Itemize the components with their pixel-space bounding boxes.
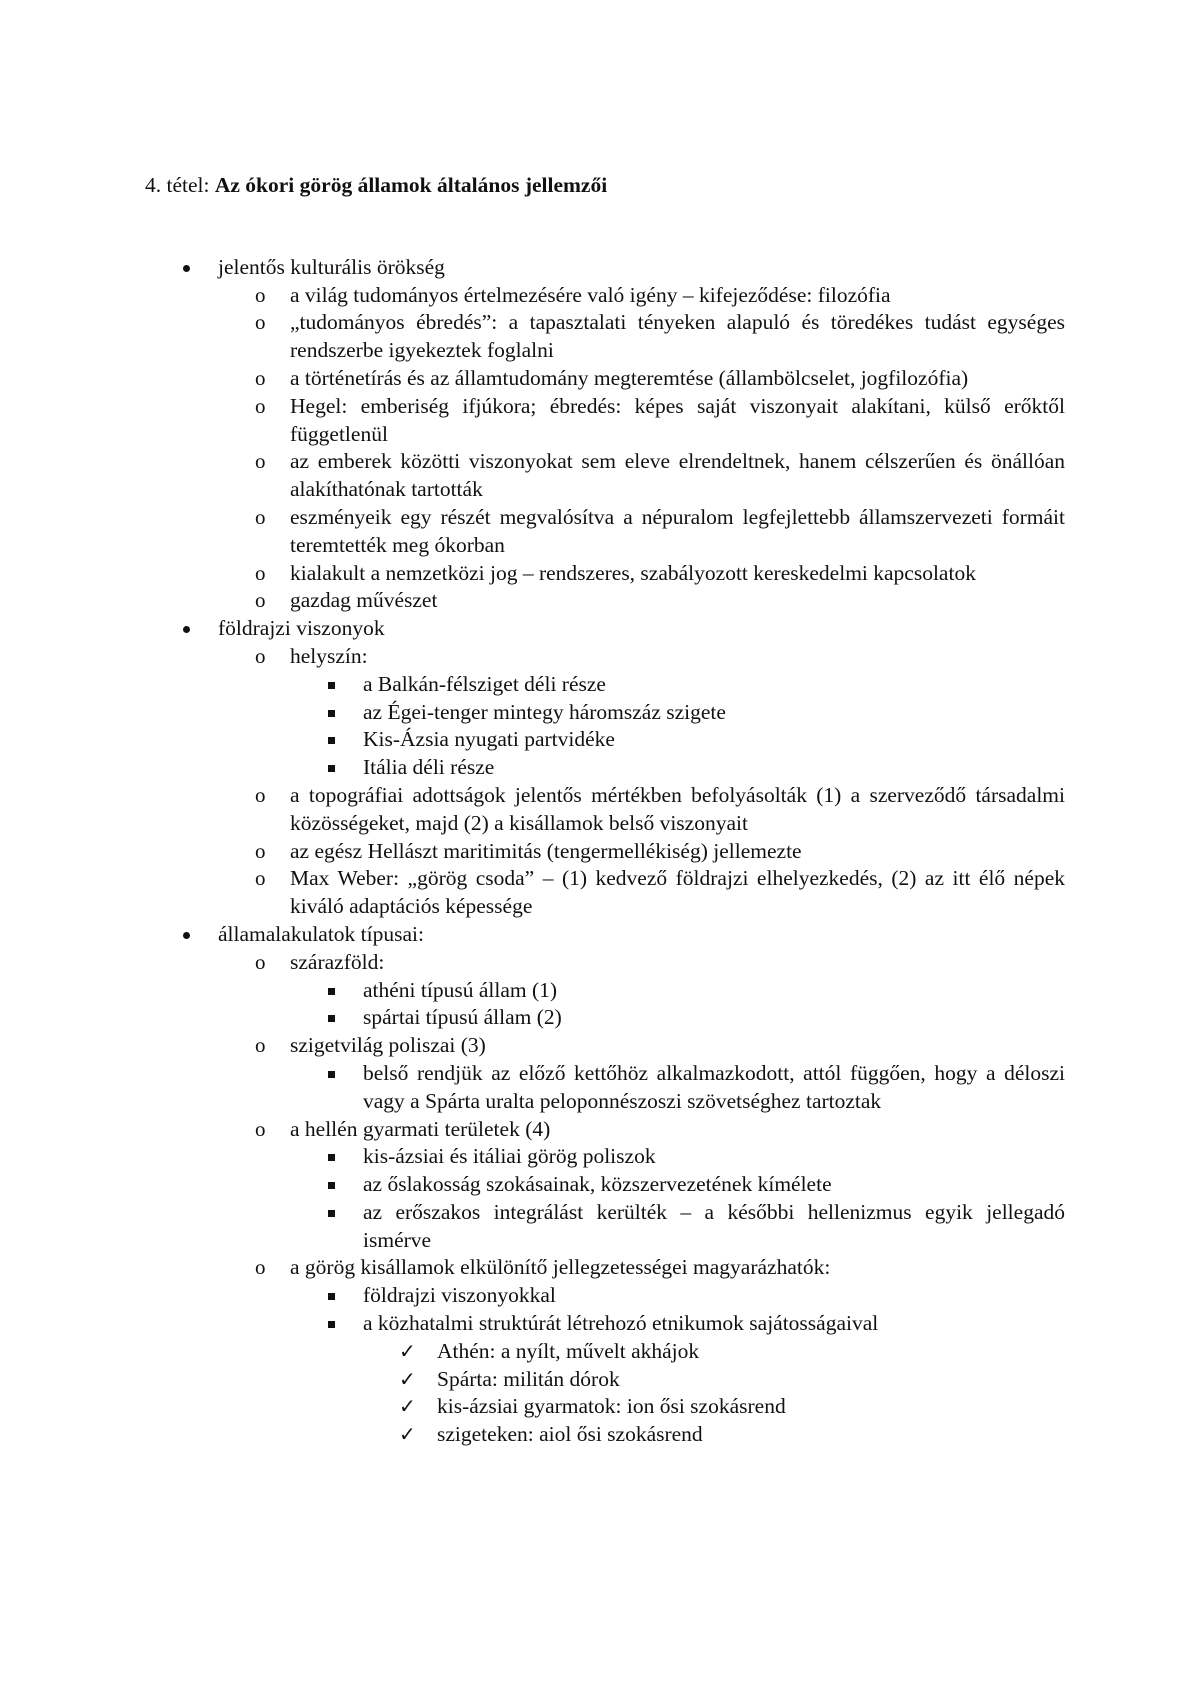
square-bullet-icon bbox=[328, 988, 335, 995]
sub-item-text: az emberek közötti viszonyokat sem eleve elrendeltnek, hanem célszerűen és önállóan alakíthatónak tartották bbox=[290, 449, 1065, 502]
detail-item-row bbox=[145, 1199, 1065, 1255]
circle-bullet-icon: o bbox=[255, 838, 266, 863]
title-main: Az ókori görög államok általános jellemzői bbox=[214, 173, 608, 197]
circle-bullet-icon: o bbox=[255, 393, 266, 418]
detail-item bbox=[145, 1171, 1065, 1199]
sub-item bbox=[145, 865, 1065, 921]
detail-item-row bbox=[145, 726, 1065, 754]
detail-item bbox=[145, 1199, 1065, 1255]
sub-item bbox=[145, 448, 1065, 504]
sub-item-row bbox=[145, 865, 1065, 921]
sub-item-text: a hellén gyarmati területek (4) bbox=[290, 1116, 551, 1141]
detail-item bbox=[145, 726, 1065, 754]
check-item-text: kis-ázsiai gyarmatok: ion ősi szokásrend bbox=[437, 1394, 786, 1419]
square-bullet-icon bbox=[328, 1015, 335, 1022]
sub-item bbox=[145, 282, 1065, 310]
sub-item-row bbox=[145, 1116, 1065, 1144]
sub-item-text: kialakult a nemzetközi jog – rendszeres, szabályozott kereskedelmi kapcsolatok bbox=[290, 560, 976, 585]
sub-item bbox=[145, 643, 1065, 671]
detail-item bbox=[145, 1060, 1065, 1116]
section-item-text: földrajzi viszonyok bbox=[218, 616, 385, 641]
check-bullet-icon: ✓ bbox=[399, 1394, 416, 1419]
square-bullet-icon bbox=[328, 737, 335, 744]
sub-item-row bbox=[145, 1254, 1065, 1282]
sub-item-row bbox=[145, 782, 1065, 838]
outline-list bbox=[145, 254, 1065, 1449]
detail-item-row bbox=[145, 754, 1065, 782]
circle-bullet-icon: o bbox=[255, 560, 266, 585]
disc-bullet-icon bbox=[183, 932, 190, 939]
sub-item-row bbox=[145, 838, 1065, 866]
check-bullet-icon: ✓ bbox=[399, 1422, 416, 1447]
sub-item-text: eszményeik egy részét megvalósítva a népuralom legfejlettebb államszervezeti formáit teremtették meg ókorban bbox=[290, 504, 1065, 557]
sub-item bbox=[145, 560, 1065, 588]
sub-item bbox=[145, 949, 1065, 977]
detail-item-row bbox=[145, 1171, 1065, 1199]
check-item-text: Athén: a nyílt, művelt akhájok bbox=[437, 1338, 700, 1363]
section-item bbox=[145, 254, 1065, 282]
check-item-row bbox=[145, 1338, 1065, 1366]
sub-item-row bbox=[145, 1032, 1065, 1060]
detail-item-row bbox=[145, 1004, 1065, 1032]
sub-item bbox=[145, 309, 1065, 365]
sub-item-text: gazdag művészet bbox=[290, 588, 438, 613]
square-bullet-icon bbox=[328, 1182, 335, 1189]
square-bullet-icon bbox=[328, 765, 335, 772]
circle-bullet-icon: o bbox=[255, 866, 266, 891]
sub-item bbox=[145, 1254, 1065, 1282]
detail-item-text: a Balkán-félsziget déli része bbox=[363, 671, 606, 696]
detail-item-row bbox=[145, 1282, 1065, 1310]
square-bullet-icon bbox=[328, 1210, 335, 1217]
detail-item-text: Kis-Ázsia nyugati partvidéke bbox=[363, 727, 615, 752]
section-item-text: jelentős kulturális örökség bbox=[218, 254, 445, 279]
square-bullet-icon bbox=[328, 1293, 335, 1300]
square-bullet-icon bbox=[328, 682, 335, 689]
detail-item-text: az erőszakos integrálást kerülték – a későbbi hellenizmus egyik jellegadó ismérve bbox=[363, 1199, 1065, 1252]
square-bullet-icon bbox=[328, 1321, 335, 1328]
sub-item-text: a topográfiai adottságok jelentős mértékben befolyásolták (1) a szerveződő társadalmi közösségeket, majd (2) a kisállamok belső viszonyait bbox=[290, 782, 1065, 835]
circle-bullet-icon: o bbox=[255, 449, 266, 474]
check-item bbox=[145, 1421, 1065, 1449]
circle-bullet-icon: o bbox=[255, 282, 266, 307]
detail-item bbox=[145, 699, 1065, 727]
sub-item bbox=[145, 1116, 1065, 1144]
detail-item-text: kis-ázsiai és itáliai görög poliszok bbox=[363, 1144, 656, 1169]
sub-item-row bbox=[145, 587, 1065, 615]
sub-item bbox=[145, 393, 1065, 449]
detail-item-row bbox=[145, 1310, 1065, 1338]
sub-item-row bbox=[145, 643, 1065, 671]
sub-item-text: helyszín: bbox=[290, 643, 368, 668]
detail-item bbox=[145, 977, 1065, 1005]
detail-item bbox=[145, 671, 1065, 699]
disc-bullet-icon bbox=[183, 265, 190, 272]
document-title bbox=[145, 172, 1065, 200]
square-bullet-icon bbox=[328, 710, 335, 717]
sub-item bbox=[145, 504, 1065, 560]
detail-item-text: az Égei-tenger mintegy háromszáz szigete bbox=[363, 699, 726, 724]
sub-item-row bbox=[145, 309, 1065, 365]
detail-item-row bbox=[145, 977, 1065, 1005]
sub-item-text: szárazföld: bbox=[290, 949, 385, 974]
circle-bullet-icon: o bbox=[255, 310, 266, 335]
sub-item-row bbox=[145, 282, 1065, 310]
circle-bullet-icon: o bbox=[255, 1255, 266, 1280]
sub-item-row bbox=[145, 365, 1065, 393]
disc-bullet-icon bbox=[183, 626, 190, 633]
sub-item bbox=[145, 1032, 1065, 1060]
section-item-row bbox=[145, 254, 1065, 282]
section-item-row bbox=[145, 921, 1065, 949]
sub-item bbox=[145, 365, 1065, 393]
circle-bullet-icon: o bbox=[255, 643, 266, 668]
check-item bbox=[145, 1393, 1065, 1421]
circle-bullet-icon: o bbox=[255, 782, 266, 807]
circle-bullet-icon: o bbox=[255, 504, 266, 529]
detail-item bbox=[145, 1004, 1065, 1032]
square-bullet-icon bbox=[328, 1154, 335, 1161]
sub-item-row bbox=[145, 393, 1065, 449]
document-page bbox=[145, 172, 1065, 1449]
check-item-row bbox=[145, 1421, 1065, 1449]
sub-item-text: a történetírás és az államtudomány megteremtése (állambölcselet, jogfilozófia) bbox=[290, 365, 969, 390]
detail-item-text: belső rendjük az előző kettőhöz alkalmazkodott, attól függően, hogy a déloszi vagy a Spárta uralta peloponnészoszi szövetséghez tartoztak bbox=[363, 1060, 1065, 1113]
sub-item-row bbox=[145, 560, 1065, 588]
detail-item-text: athéni típusú állam (1) bbox=[363, 977, 558, 1002]
section-item-row bbox=[145, 615, 1065, 643]
check-item-text: Spárta: militán dórok bbox=[437, 1366, 620, 1391]
detail-item-text: földrajzi viszonyokkal bbox=[363, 1283, 556, 1308]
detail-item-text: spártai típusú állam (2) bbox=[363, 1005, 562, 1030]
sub-item-text: szigetvilág poliszai (3) bbox=[290, 1033, 486, 1058]
check-bullet-icon: ✓ bbox=[399, 1338, 416, 1363]
detail-item bbox=[145, 754, 1065, 782]
detail-item-row bbox=[145, 699, 1065, 727]
check-item bbox=[145, 1366, 1065, 1394]
detail-item-row bbox=[145, 1143, 1065, 1171]
check-item-row bbox=[145, 1393, 1065, 1421]
sub-item bbox=[145, 838, 1065, 866]
check-bullet-icon: ✓ bbox=[399, 1366, 416, 1391]
detail-item bbox=[145, 1282, 1065, 1310]
circle-bullet-icon: o bbox=[255, 1116, 266, 1141]
check-item-text: szigeteken: aiol ősi szokásrend bbox=[437, 1422, 703, 1447]
square-bullet-icon bbox=[328, 1071, 335, 1078]
detail-item-row bbox=[145, 1060, 1065, 1116]
sub-item-text: a világ tudományos értelmezésére való igény – kifejeződése: filozófia bbox=[290, 282, 891, 307]
sub-item-row bbox=[145, 504, 1065, 560]
section-item bbox=[145, 921, 1065, 949]
detail-item bbox=[145, 1310, 1065, 1338]
detail-item bbox=[145, 1143, 1065, 1171]
detail-item-text: a közhatalmi struktúrát létrehozó etnikumok sajátosságaival bbox=[363, 1311, 879, 1336]
circle-bullet-icon: o bbox=[255, 588, 266, 613]
sub-item-row bbox=[145, 949, 1065, 977]
sub-item-text: Max Weber: „görög csoda” – (1) kedvező földrajzi elhelyezkedés, (2) az itt élő népek kiváló adaptációs képessége bbox=[290, 866, 1065, 919]
circle-bullet-icon: o bbox=[255, 1033, 266, 1058]
detail-item-row bbox=[145, 671, 1065, 699]
sub-item-text: Hegel: emberiség ifjúkora; ébredés: képes saját viszonyait alakítani, külső erőktől függetlenül bbox=[290, 393, 1065, 446]
sub-item-row bbox=[145, 448, 1065, 504]
check-item-row bbox=[145, 1366, 1065, 1394]
detail-item-text: az őslakosság szokásainak, közszervezetének kímélete bbox=[363, 1172, 832, 1197]
sub-item-text: „tudományos ébredés”: a tapasztalati tényeken alapuló és töredékes tudást egységes rendszerbe igyekeztek foglalni bbox=[290, 310, 1065, 363]
sub-item-text: az egész Hellászt maritimitás (tengermellékiség) jellemezte bbox=[290, 838, 802, 863]
section-item bbox=[145, 615, 1065, 643]
circle-bullet-icon: o bbox=[255, 365, 266, 390]
sub-item-text: a görög kisállamok elkülönítő jellegzetességei magyarázhatók: bbox=[290, 1255, 831, 1280]
section-item-text: államalakulatok típusai: bbox=[218, 921, 424, 946]
detail-item-text: Itália déli része bbox=[363, 755, 495, 780]
check-item bbox=[145, 1338, 1065, 1366]
title-prefix: 4. tétel: bbox=[145, 173, 215, 197]
circle-bullet-icon: o bbox=[255, 949, 266, 974]
sub-item bbox=[145, 782, 1065, 838]
sub-item bbox=[145, 587, 1065, 615]
